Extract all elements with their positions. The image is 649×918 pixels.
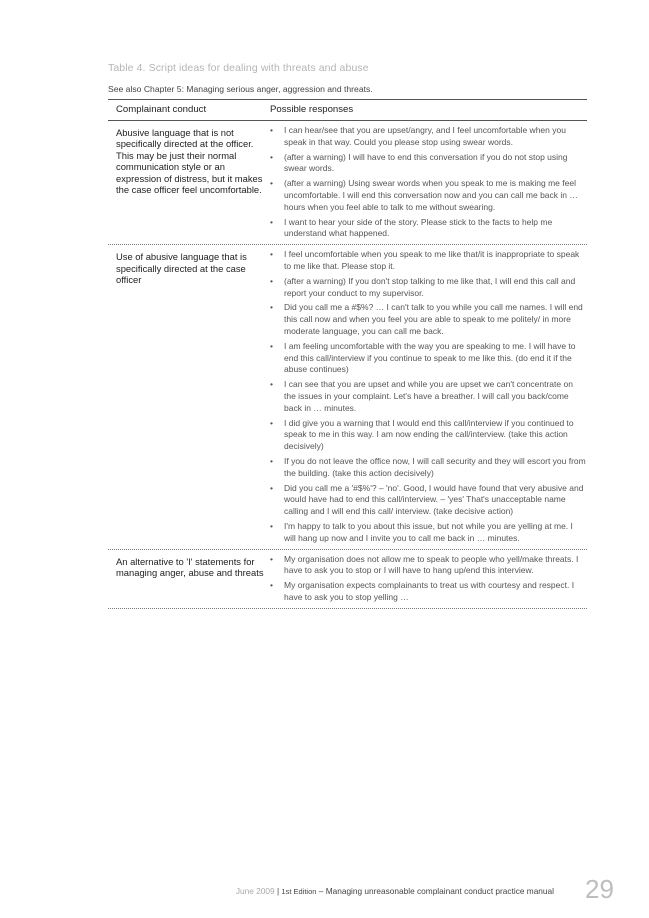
response-item: • If you do not leave the office now, I will call security and they will escort you from the building. (take this action decisively) — [270, 456, 586, 480]
footer-date: June 2009 — [235, 886, 275, 896]
table-row — [108, 121, 587, 245]
footer-text — [236, 886, 554, 896]
response-item: • I can hear/see that you are upset/angry, and I feel uncomfortable when you speak in that way. Could you please stop using swear words. — [270, 125, 586, 149]
table-row — [108, 245, 587, 549]
conduct-cell: An alternative to 'I' statements for managing anger, abuse and threats — [116, 555, 264, 578]
footer-edition: 1st Edition — [281, 887, 317, 896]
response-item: • Did you call me a '#$%'? – 'no'. Good, I would have found that very abusive and would have had to end this call/interview. – 'yes' That's unacceptable name calling and I will end this call/ interview. (take decisive action) — [270, 483, 586, 518]
response-item: • I want to hear your side of the story. Please stick to the facts to help me understand what happened. — [270, 217, 586, 241]
conduct-cell: Use of abusive language that is specifically directed at the case officer — [116, 251, 247, 285]
page-footer — [0, 874, 649, 910]
header-conduct: Complainant conduct — [116, 104, 207, 115]
table-row — [108, 550, 587, 609]
responses-list — [270, 121, 586, 244]
table-header — [108, 99, 587, 121]
response-item: • I can see that you are upset and while you are upset we can't concentrate on the issues in your complaint. Let's have a breather. I will call you back/come back in … minutes. — [270, 379, 586, 414]
conduct-cell: Abusive language that is not specifically directed at the officer. This may be just their normal communication style or an expression of distress, but it makes the case officer feel uncomfortable. — [116, 127, 263, 196]
response-item: • I feel uncomfortable when you speak to me like that/it is inappropriate to speak to me like that. Please stop it. — [270, 249, 586, 273]
response-item: • My organisation expects complainants to treat us with courtesy and respect. I have to ask you to stop yelling … — [270, 580, 586, 604]
response-item: • My organisation does not allow me to speak to people who yell/make threats. I have to ask you to stop or I will have to hang up/end this interview. — [270, 554, 586, 578]
responses-list — [270, 550, 586, 608]
response-item: • I did give you a warning that I would end this call/interview if you continued to speak to me in this way. I am now ending the call/interview. (take this action decisively) — [270, 418, 586, 453]
response-item: • Did you call me a #$%? … I can't talk to you while you call me names. I will end this call now and when you feel you are able to speak to me politely/ in more moderate language, you can call me back. — [270, 302, 586, 337]
footer-manual-title: Managing unreasonable complainant conduct practice manual — [325, 886, 554, 896]
table-title: Table 4. Script ideas for dealing with threats and abuse — [108, 62, 369, 74]
header-responses: Possible responses — [270, 104, 354, 115]
responses-list — [270, 245, 586, 548]
response-item: • I am feeling uncomfortable with the way you are speaking to me. I will have to end this call/interview if you continue to speak to me like this. (do end it if the abuse continues) — [270, 341, 586, 376]
page-number: 29 — [585, 874, 614, 904]
footer-dash: – — [318, 886, 324, 896]
response-item: • (after a warning) I will have to end this conversation if you do not stop using swear words. — [270, 152, 586, 176]
footer-separator: | — [276, 886, 280, 896]
response-item: • (after a warning) If you don't stop talking to me like that, I will end this call and report your conduct to my supervisor. — [270, 276, 586, 300]
response-item: • I'm happy to talk to you about this issue, but not while you are yelling at me. I will hang up now and I invite you to call me back in … minutes. — [270, 521, 586, 545]
response-item: • (after a warning) Using swear words when you speak to me is making me feel uncomfortable. I will end this conversation now and you can call me back in … hours when you feel able to talk to me without swearing. — [270, 178, 586, 213]
see-also-note: See also Chapter 5: Managing serious anger, aggression and threats. — [108, 84, 373, 94]
script-ideas-table — [108, 99, 587, 609]
